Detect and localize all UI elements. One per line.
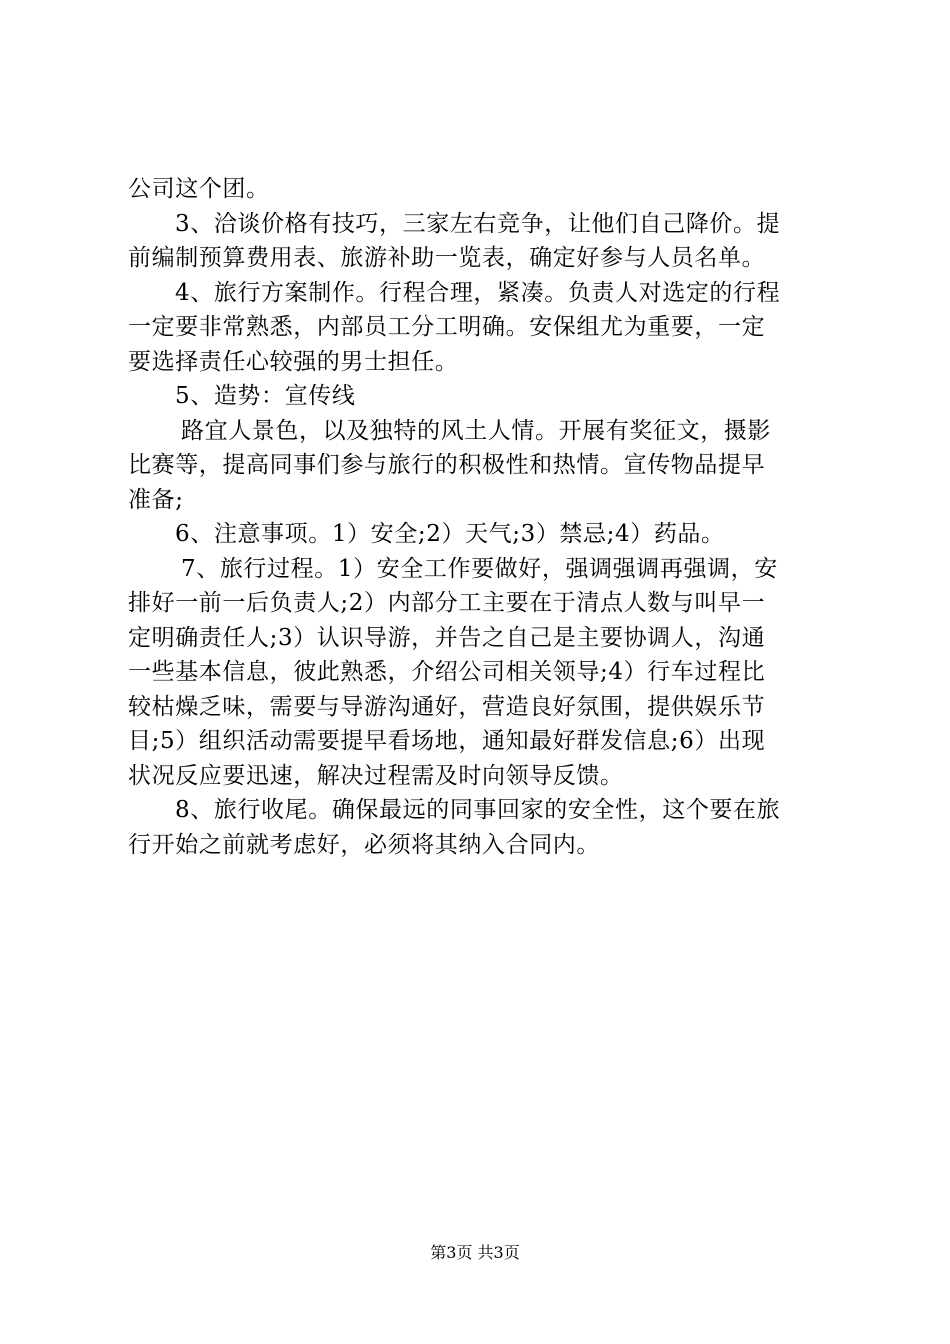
paragraph-line: 状况反应要迅速，解决过程需及时向领导反馈。	[128, 762, 624, 789]
paragraph-line: 路宜人景色，以及独特的风土人情。开展有奖征文，摄影	[181, 417, 771, 444]
paragraph-line: 一些基本信息，彼此熟悉，介绍公司相关领导;4）行车过程比	[128, 659, 766, 685]
paragraph-line: 要选择责任心较强的男士担任。	[128, 348, 459, 375]
paragraph-line: 8、旅行收尾。确保最远的同事回家的安全性，这个要在旅	[175, 797, 781, 823]
paragraph-line: 行开始之前就考虑好，必须将其纳入合同内。	[128, 831, 600, 858]
paragraph-line: 较枯燥乏味，需要与导游沟通好，营造良好氛围，提供娱乐节	[128, 693, 766, 720]
paragraph-line: 5、造势：宣传线	[175, 383, 356, 409]
paragraph-line: 准备;	[128, 486, 184, 513]
paragraph-line: 公司这个团。	[128, 176, 270, 202]
paragraph-line: 6、注意事项。1）安全;2）天气;3）禁忌;4）药品。	[175, 521, 725, 547]
paragraph-line: 排好一前一后负责人;2）内部分工主要在于清点人数与叫早一	[128, 590, 766, 616]
paragraph-line: 前编制预算费用表、旅游补助一览表，确定好参与人员名单。	[128, 245, 766, 271]
paragraph-line: 3、洽谈价格有技巧，三家左右竞争，让他们自己降价。提	[175, 210, 781, 237]
paragraph-line: 7、旅行过程。1）安全工作要做好，强调强调再强调，安	[181, 555, 778, 582]
page-footer	[0, 1241, 950, 1265]
paragraph-line: 一定要非常熟悉，内部员工分工明确。安保组尤为重要，一定	[128, 314, 766, 340]
paragraph-line: 4、旅行方案制作。行程合理，紧凑。负责人对选定的行程	[175, 279, 781, 306]
page-number-label: 第3页 共3页	[430, 1243, 520, 1262]
paragraph-line: 定明确责任人;3）认识导游，并告之自己是主要协调人，沟通	[128, 624, 766, 651]
paragraph-line: 比赛等，提高同事们参与旅行的积极性和热情。宣传物品提早	[128, 452, 766, 478]
paragraph-line: 目;5）组织活动需要提早看场地，通知最好群发信息;6）出现	[128, 728, 766, 754]
document-body	[128, 172, 832, 862]
